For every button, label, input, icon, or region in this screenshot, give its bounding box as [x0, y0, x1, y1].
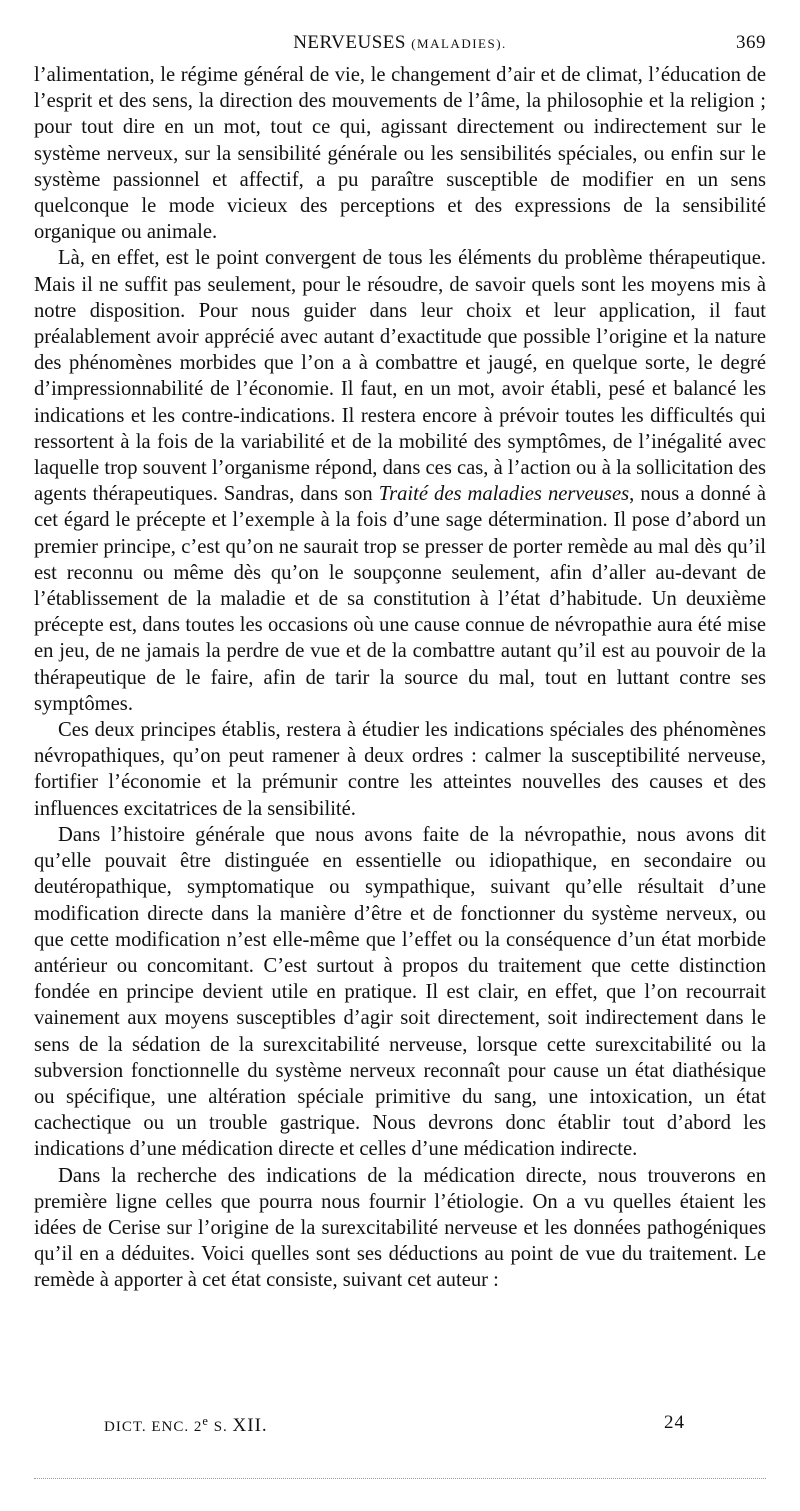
paragraph: l’alimentation, le régime général de vie, le changement d’air et de climat, l’éducation de l’esprit et des sens, la direction des mouvements de l’âme, la philosophie et la religion ; pour tout dire en un mot, tout ce qui, agissant directement ou indirectement sur le système nerveux, sur la sensibilité générale ou les sensibilités spéciales, ou enfin sur le système passionnel et affectif, a pu paraître susceptible de modifier en un sens quelconque le mode vicieux des perceptions et des expressions de la sensibilité organique ou animale. — [34, 64, 766, 244]
signature-mark: DICT. ENC. 2e S. XII. — [104, 1414, 268, 1436]
dotted-rule — [34, 1478, 766, 1479]
body-text — [34, 62, 766, 1294]
book-title: Traité des maladies nerveuses — [378, 483, 630, 506]
paragraph: Dans l’histoire générale que nous avons faite de la névropathie, nous avons dit qu’elle pouvait être distinguée en essentielle ou idiopathique, en secondaire ou deutéropathique, symptomatique ou sympathique, suivant qu’elle résultait d’une modification directe dans la manière d’être et de fonctionner du système nerveux, ou que cette modification n’est elle-même que l’effet ou la conséquence d’un état morbide antérieur ou concomitant. C’est surtout à propos du traitement que cette distinction fondée en principe devient utile en pratique. Il est clair, en effet, que l’on recourrait vainement aux moyens susceptibles d’agir soit directement, soit indirectement dans le sens de la sédation de la surexcitabilité nerveuse, lorsque cette surexcitabilité ou la subversion fonctionnelle du système nerveux reconnaît pour cause un état diathésique ou spécifique, une altération spéciale primitive du sang, une intoxication, un état cachectique ou un trouble gastrique. Nous devrons donc établir tout d’abord les indications d’une médication directe et celles d’une médication indirecte. — [34, 823, 766, 1161]
header-title: NERVEUSES — [293, 32, 406, 53]
paragraph: Là, en effet, est le point convergent de tous les éléments du problème thérapeutique. Mais il ne suffit pas seulement, pour le résoudre, de savoir quels sont les moyens mis à notre disposition. Pour nous guider dans leur choix et leur application, il faut préalablement avoir apprécié avec autant d’exactitude que possible l’origine et la nature des phénomènes morbides que l’on a à combattre et jaugé, en quelque sorte, le degré d’impressionnabilité de l’économie. Il faut, en un mot, avoir établi, pesé et balancé les indications et les contre-indications. Il restera encore à prévoir toutes les difficultés qui ressortent à la fois de la variabilité et de la mobilité des symptômes, de l’inégalité avec laquelle trop souvent l’organisme répond, dans ces cas, à l’action ou à la sollicitation des agents thérapeutiques. Sandras, dans son Traité des maladies nerveuses, nous a donné à cet égard le précepte et l’exemple à la fois d’une sage détermination. Il pose d’abord un premier principe, c’est qu’on ne saurait trop se presser de porter remède au mal dès qu’il est reconnu ou même dès qu’on le soupçonne seulement, afin d’aller au-devant de l’établissement de la maladie et de sa constitution à l’état d’habitude. Un deuxième précepte est, dans toutes les occasions où une cause connue de névropathie aura été mise en jeu, de ne jamais la perdre de vue et de la combattre autant qu’il est au pouvoir de la thérapeutique de le faire, afin de tarir la source du mal, tout en luttant contre ses symptômes. — [34, 247, 766, 715]
paragraph: Ces deux principes établis, restera à étudier les indications spéciales des phénomènes névropathiques, qu’on peut ramener à deux ordres : calmer la susceptibilité nerveuse, fortifier l’économie et la prémunir contre les atteintes nouvelles des causes et des influences excitatrices de la sensibilité. — [34, 719, 766, 820]
running-header — [34, 28, 766, 56]
header-subtitle: (MALADIES). — [411, 36, 507, 51]
page-number: 369 — [736, 32, 766, 53]
paragraph: Dans la recherche des indications de la médication directe, nous trouverons en première ligne celles que pourra nous fournir l’étiologie. On a vu quelles étaient les idées de Cerise sur l’origine de la surexcitabilité nerveuse et les données pathogéniques qu’il en a déduites. Voici quelles sont ses déductions au point de vue du traitement. Le remède à apporter à cet état consiste, suivant cet auteur : — [34, 1164, 766, 1292]
page-footer — [34, 1412, 766, 1438]
page — [34, 28, 766, 1294]
running-title — [34, 32, 766, 54]
sheet-number: 24 — [664, 1412, 685, 1433]
